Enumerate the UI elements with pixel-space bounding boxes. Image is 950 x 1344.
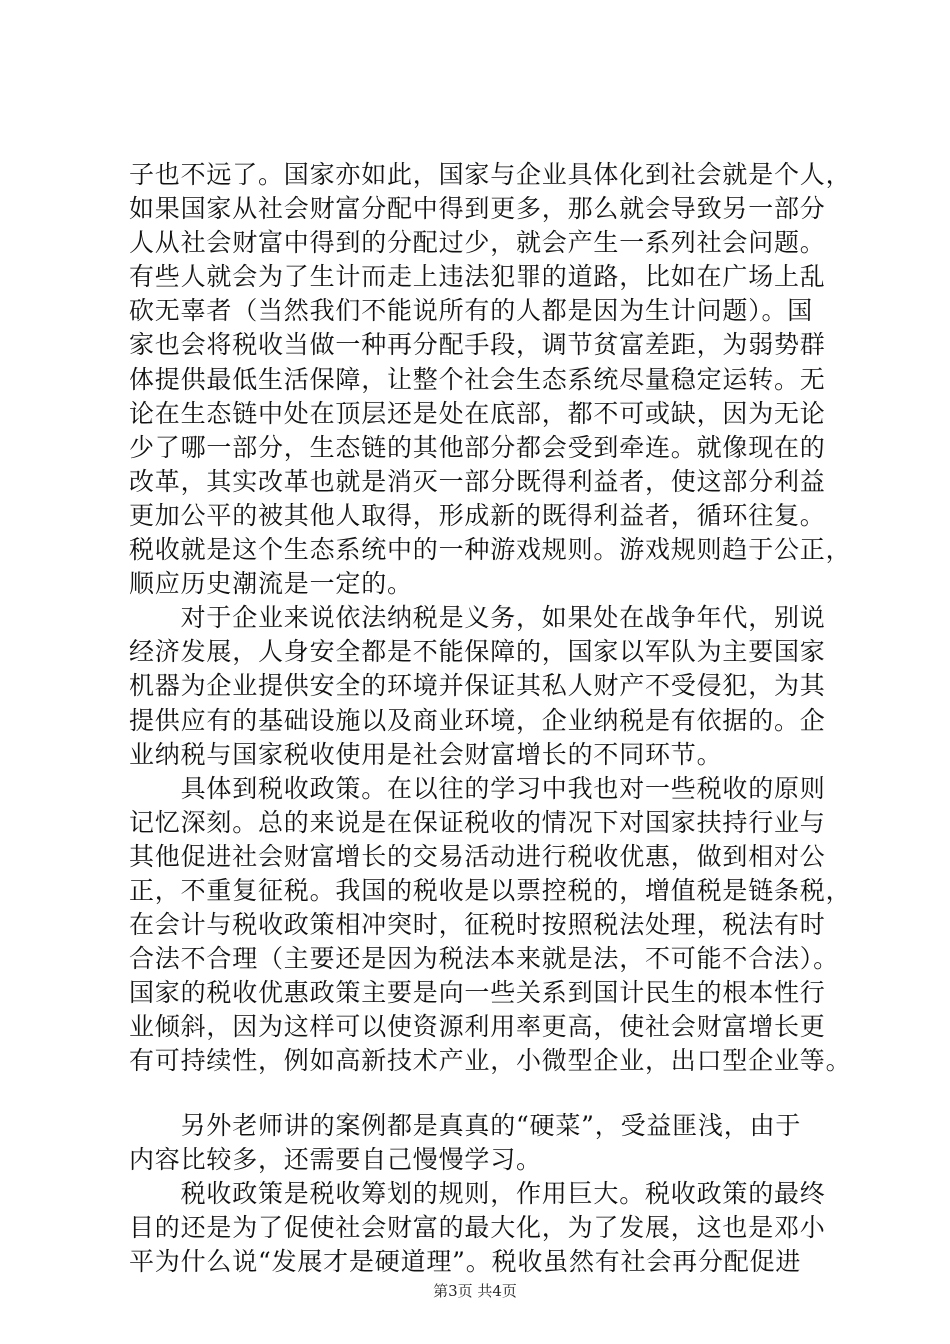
text-line: 记忆深刻。总的来说是在保证税收的情况下对国家扶持行业与 (129, 807, 826, 837)
text-line: 业倾斜，因为这样可以使资源利用率更高，使社会财富增长更 (129, 1012, 826, 1042)
text-line: 人从社会财富中得到的分配过少，就会产生一系列社会问题。 (129, 228, 826, 258)
text-line: 对于企业来说依法纳税是义务，如果处在战争年代，别说 (129, 603, 826, 633)
text-line: 国家的税收优惠政策主要是向一些关系到国计民生的根本性行 (129, 978, 826, 1008)
paragraph-block-2 (129, 1109, 829, 1279)
text-line: 顺应历史潮流是一定的。 (129, 569, 413, 599)
text-line: 子也不远了。国家亦如此，国家与企业具体化到社会就是个人， (129, 160, 852, 189)
text-line: 家也会将税收当做一种再分配手段，调节贫富差距，为弱势群 (129, 330, 826, 360)
document-body (129, 158, 852, 1279)
text-line: 有可持续性，例如高新技术产业，小微型企业，出口型企业等。 (129, 1046, 852, 1076)
text-line: 税收政策是税收筹划的规则，作用巨大。税收政策的最终 (129, 1178, 826, 1208)
text-line: 合法不合理（主要还是因为税法本来就是法，不可能不合法）。 (129, 944, 839, 974)
text-line: 税收就是这个生态系统中的一种游戏规则。游戏规则趋于公正， (129, 535, 852, 565)
text-line: 其他促进社会财富增长的交易活动进行税收优惠，做到相对公 (129, 841, 826, 871)
text-line: 如果国家从社会财富分配中得到更多，那么就会导致另一部分 (129, 194, 826, 224)
text-line: 业纳税与国家税收使用是社会财富增长的不同环节。 (129, 739, 723, 769)
text-line: 砍无辜者（当然我们不能说所有的人都是因为生计问题）。国 (129, 296, 814, 326)
text-line: 在会计与税收政策相冲突时，征税时按照税法处理，税法有时 (129, 910, 826, 940)
paragraph-gap (129, 1079, 829, 1109)
text-line: 经济发展，人身安全都是不能保障的，国家以军队为主要国家 (129, 637, 826, 667)
text-line: 目的还是为了促使社会财富的最大化，为了发展，这也是邓小 (129, 1212, 826, 1242)
text-line: 论在生态链中处在顶层还是处在底部，都不可或缺，因为无论 (129, 398, 826, 428)
text-line: 内容比较多，还需要自己慢慢学习。 (129, 1144, 542, 1174)
text-line: 正，不重复征税。我国的税收是以票控税的，增值税是链条税， (129, 875, 852, 905)
text-line: 更加公平的被其他人取得，形成新的既得利益者，循环往复。 (129, 500, 826, 530)
text-line: 少了哪一部分，生态链的其他部分都会受到牵连。就像现在的 (129, 432, 826, 462)
paragraph-block-1 (129, 158, 852, 1079)
text-line: 机器为企业提供安全的环境并保证其私人财产不受侵犯，为其 (129, 671, 826, 701)
text-line: 平为什么说“发展才是硬道理”。税收虽然有社会再分配促进 (129, 1246, 802, 1276)
text-line: 改革，其实改革也就是消灭一部分既得利益者，使这部分利益 (129, 466, 826, 496)
page-footer: 第3页 共4页 (433, 1282, 517, 1300)
text-line: 提供应有的基础设施以及商业环境，企业纳税是有依据的。企 (129, 705, 826, 735)
text-line: 体提供最低生活保障，让整个社会生态系统尽量稳定运转。无 (129, 364, 826, 394)
text-line: 另外老师讲的案例都是真真的“硬菜”，受益匪浅，由于 (129, 1110, 802, 1140)
text-line: 具体到税收政策。在以往的学习中我也对一些税收的原则 (129, 773, 826, 803)
text-line: 有些人就会为了生计而走上违法犯罪的道路，比如在广场上乱 (129, 262, 826, 292)
